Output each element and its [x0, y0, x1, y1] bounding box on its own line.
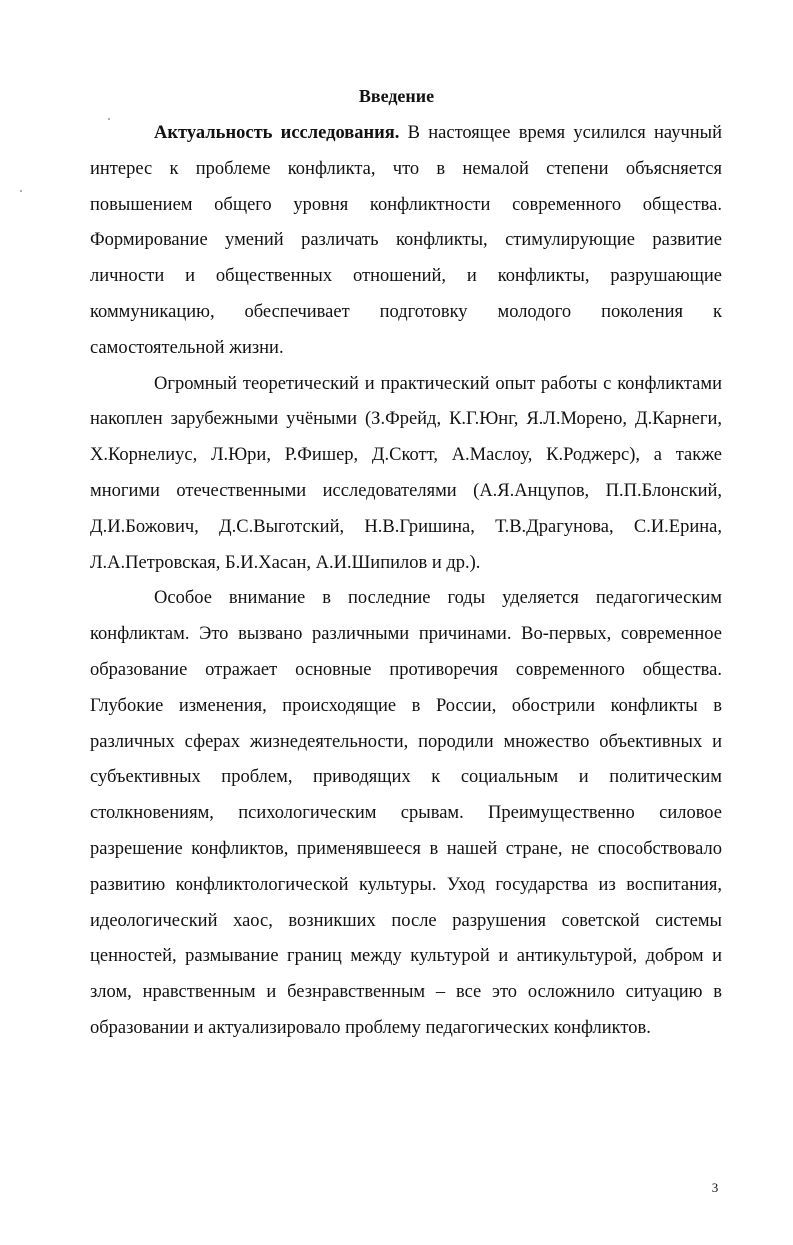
paragraph-pedagogical-conflicts: [90, 581, 722, 1046]
section-heading: Введение: [358, 86, 435, 106]
paragraph-lead: Актуальность исследования.: [154, 123, 400, 143]
body-text: [90, 116, 722, 1047]
paragraph-experience: [90, 367, 722, 582]
page-number: 3: [711, 1180, 719, 1195]
paragraph-relevance: [90, 116, 722, 367]
paragraph-text: Особое внимание в последние годы уделяется педагогическим конфликтам. Это вызвано различными причинами. Во-первых, современное образование отражает основные противоречия современного общества. Глубокие изменения, происходящие в России, обострили конфликты в различных сферах жизнедеятельности, породили множество объективных и субъективных проблем, приводящих к социальным и политическим столкновениям, психологическим срывам. Преимущественно силовое разрешение конфликтов, применявшееся в нашей стране, не способствовало развитию конфликтологической культуры. Уход государства из воспитания, идеологический хаос, возникших после разрушения советской системы ценностей, размывание границ между культурой и антикультурой, добром и злом, нравственным и безнравственным – все это осложнило ситуацию в образовании и актуализировало проблему педагогических конфликтов.: [90, 588, 722, 1038]
scan-speck: [20, 190, 22, 192]
paragraph-text: В настоящее время усилился научный интерес к проблеме конфликта, что в немалой степени объясняется повышением общего уровня конфликтности современного общества. Формирование умений различать конфликты, стимулирующие развитие личности и общественных отношений, и конфликты, разрушающие коммуникацию, обеспечивает подготовку молодого поколения к самостоятельной жизни.: [90, 123, 722, 358]
paragraph-text: Огромный теоретический и практический опыт работы с конфликтами накоплен зарубежными учёными (З.Фрейд, К.Г.Юнг, Я.Л.Морено, Д.Карнеги, Х.Корнелиус, Л.Юри, Р.Фишер, Д.Скотт, А.Маслоу, К.Роджерс), а также многими отечественными исследователями (А.Я.Анцупов, П.П.Блонский, Д.И.Божович, Д.С.Выготский, Н.В.Гришина, Т.В.Драгунова, С.И.Ерина, Л.А.Петровская, Б.И.Хасан, А.И.Шипилов и др.).: [90, 373, 722, 573]
